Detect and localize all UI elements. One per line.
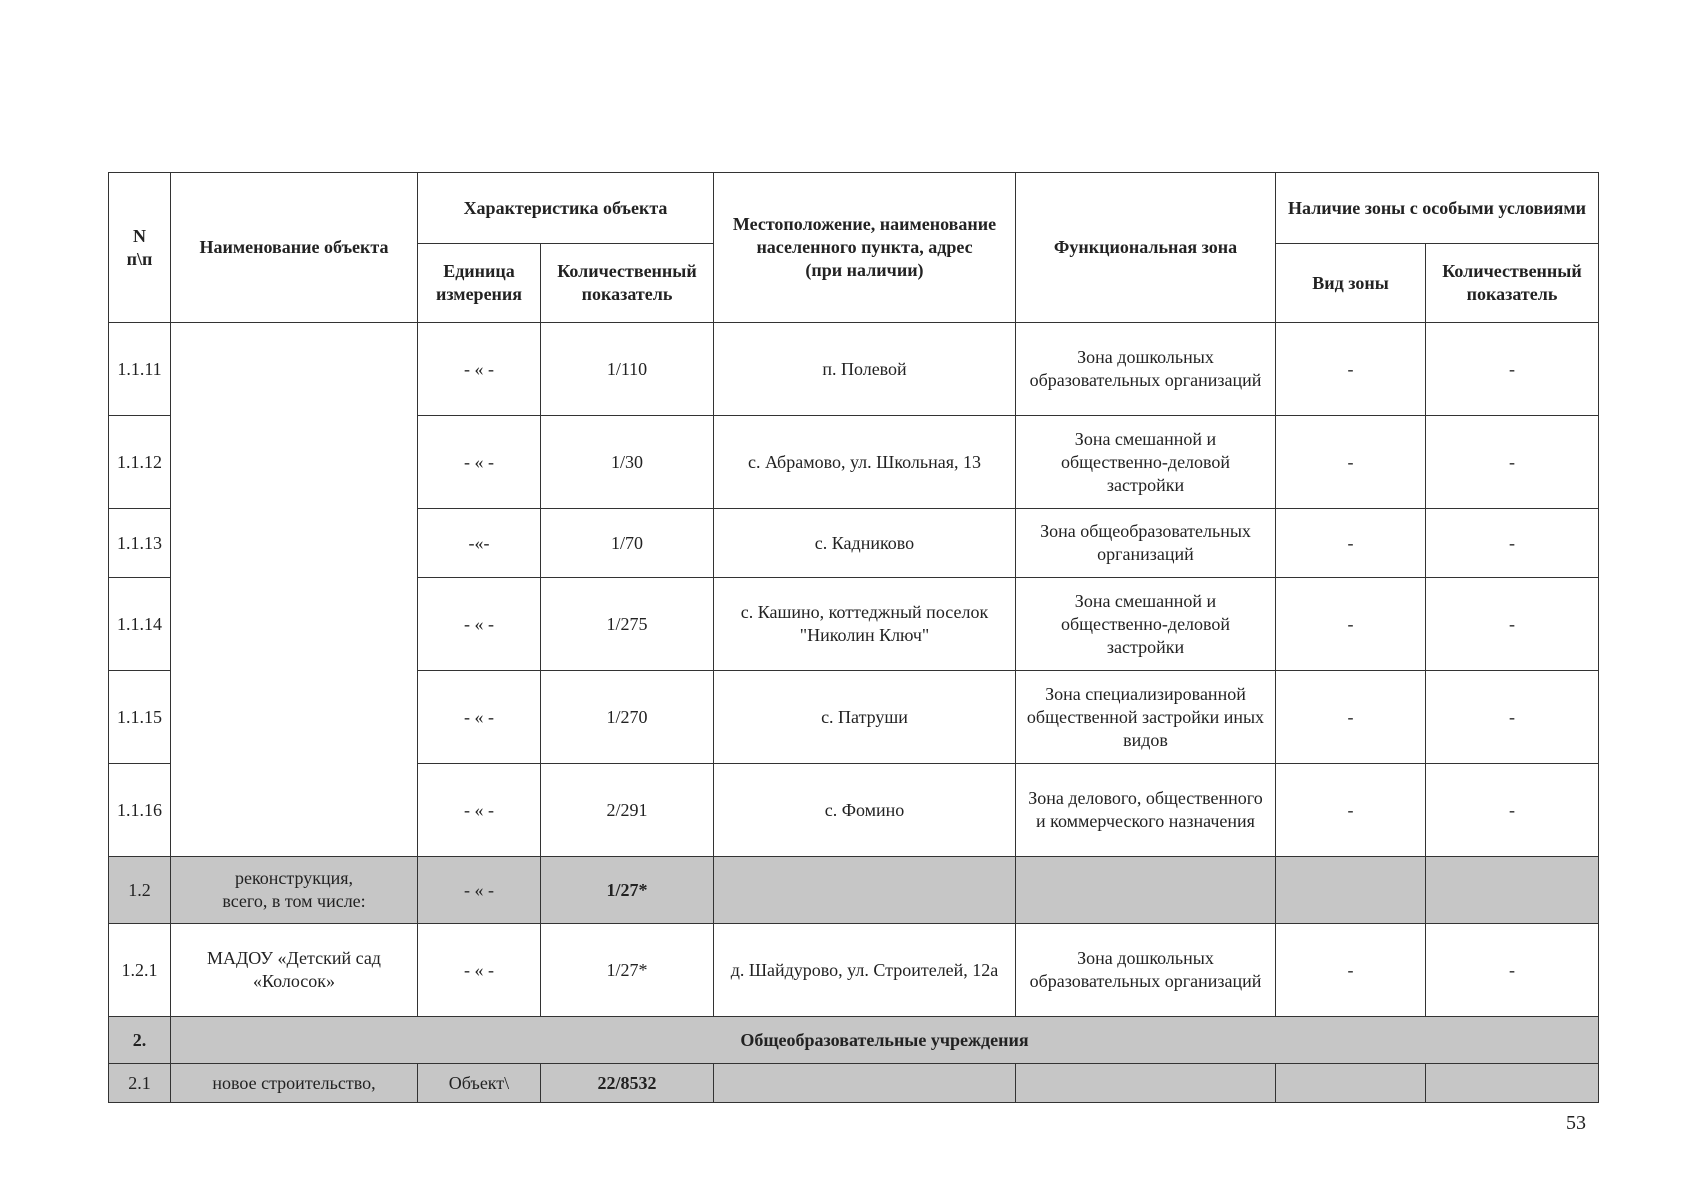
section-title <box>171 1017 1599 1064</box>
row-location: с. Абрамово, ул. Школьная, 13 <box>714 416 1016 509</box>
subtotal-empty-zone <box>1016 857 1276 924</box>
row-num: 1.1.13 <box>109 509 171 578</box>
header-num: N п\п <box>109 173 171 323</box>
row-location: д. Шайдурово, ул. Строителей, 12а <box>714 924 1016 1017</box>
header-special-zone: Наличие зоны с особыми условиями <box>1276 173 1599 244</box>
row-unit: - « - <box>418 671 541 764</box>
subtotal-row <box>109 857 1599 924</box>
row-zone-quantity: - <box>1426 323 1599 416</box>
row-location: п. Полевой <box>714 323 1016 416</box>
row-unit: -«- <box>418 509 541 578</box>
row-zone-type: - <box>1276 416 1426 509</box>
row-zone: Зона дошкольных образовательных организаций <box>1016 323 1276 416</box>
subtotal-num: 1.2 <box>109 857 171 924</box>
row-quantity: 1/275 <box>541 578 714 671</box>
row-location: с. Кадниково <box>714 509 1016 578</box>
header-name: Наименование объекта <box>171 173 418 323</box>
row-zone: Зона специализированной общественной застройки иных видов <box>1016 671 1276 764</box>
row-zone-quantity: - <box>1426 671 1599 764</box>
table-row <box>109 924 1599 1017</box>
subtotal-empty-zone-type <box>1276 857 1426 924</box>
row-empty-zone-quantity <box>1426 1064 1599 1103</box>
row-location: с. Кашино, коттеджный поселок "Николин Ключ" <box>714 578 1016 671</box>
header-location: Местоположение, наименование населенного пункта, адрес (при наличии) <box>714 173 1016 323</box>
page-number: 53 <box>1566 1112 1586 1134</box>
row-zone-type: - <box>1276 323 1426 416</box>
header-row-1 <box>109 173 1599 244</box>
header-zone-type: Вид зоны <box>1276 244 1426 323</box>
row-zone: Зона смешанной и общественно-деловой застройки <box>1016 578 1276 671</box>
row-zone-quantity: - <box>1426 416 1599 509</box>
table-row <box>109 323 1599 416</box>
table-row <box>109 1064 1599 1103</box>
row-zone: Зона общеобразовательных организаций <box>1016 509 1276 578</box>
row-num: 1.1.14 <box>109 578 171 671</box>
subtotal-quantity <box>541 857 714 924</box>
row-unit: - « - <box>418 924 541 1017</box>
row-unit: - « - <box>418 416 541 509</box>
row-unit: - « - <box>418 578 541 671</box>
header-quantity: Количественный показатель <box>541 244 714 323</box>
row-quantity: 1/70 <box>541 509 714 578</box>
row-zone-type: - <box>1276 578 1426 671</box>
row-zone: Зона дошкольных образовательных организаций <box>1016 924 1276 1017</box>
subtotal-empty-zone-quantity <box>1426 857 1599 924</box>
row-num: 2.1 <box>109 1064 171 1103</box>
row-empty-zone <box>1016 1064 1276 1103</box>
row-empty-zone-type <box>1276 1064 1426 1103</box>
row-location: с. Фомино <box>714 764 1016 857</box>
row-zone-type: - <box>1276 924 1426 1017</box>
row-unit: - « - <box>418 323 541 416</box>
header-characteristic: Характеристика объекта <box>418 173 714 244</box>
row-quantity: 1/30 <box>541 416 714 509</box>
row-num: 1.1.15 <box>109 671 171 764</box>
merged-name-cell <box>171 323 418 857</box>
header-unit: Единица измерения <box>418 244 541 323</box>
header-functional-zone: Функциональная зона <box>1016 173 1276 323</box>
row-unit: - « - <box>418 764 541 857</box>
row-zone-quantity: - <box>1426 578 1599 671</box>
section-row <box>109 1017 1599 1064</box>
section-num <box>109 1017 171 1064</box>
row-zone-quantity: - <box>1426 509 1599 578</box>
row-quantity: 1/110 <box>541 323 714 416</box>
header-zone-quantity: Количественный показатель <box>1426 244 1599 323</box>
row-zone-type: - <box>1276 764 1426 857</box>
row-name: новое строительство, <box>171 1064 418 1103</box>
row-unit: Объект\ <box>418 1064 541 1103</box>
row-num: 1.2.1 <box>109 924 171 1017</box>
subtotal-unit: - « - <box>418 857 541 924</box>
row-zone-quantity: - <box>1426 764 1599 857</box>
subtotal-quantity-text: 1/27* <box>606 879 648 900</box>
row-num: 1.1.12 <box>109 416 171 509</box>
row-location: с. Патруши <box>714 671 1016 764</box>
row-zone: Зона делового, общественного и коммерческого назначения <box>1016 764 1276 857</box>
row-zone-type: - <box>1276 671 1426 764</box>
row-quantity: 1/270 <box>541 671 714 764</box>
row-quantity-text: 22/8532 <box>597 1072 657 1093</box>
row-zone: Зона смешанной и общественно-деловой застройки <box>1016 416 1276 509</box>
row-name: МАДОУ «Детский сад «Колосок» <box>171 924 418 1017</box>
row-num: 1.1.11 <box>109 323 171 416</box>
row-quantity: 1/27* <box>541 924 714 1017</box>
section-title-text: Общеобразовательные учреждения <box>740 1029 1029 1050</box>
row-zone-quantity: - <box>1426 924 1599 1017</box>
subtotal-name: реконструкция, всего, в том числе: <box>171 857 418 924</box>
section-num-text: 2. <box>132 1029 147 1050</box>
row-num: 1.1.16 <box>109 764 171 857</box>
row-quantity: 2/291 <box>541 764 714 857</box>
row-quantity <box>541 1064 714 1103</box>
document-table <box>108 172 1599 1103</box>
row-zone-type: - <box>1276 509 1426 578</box>
subtotal-empty-location <box>714 857 1016 924</box>
row-empty-location <box>714 1064 1016 1103</box>
